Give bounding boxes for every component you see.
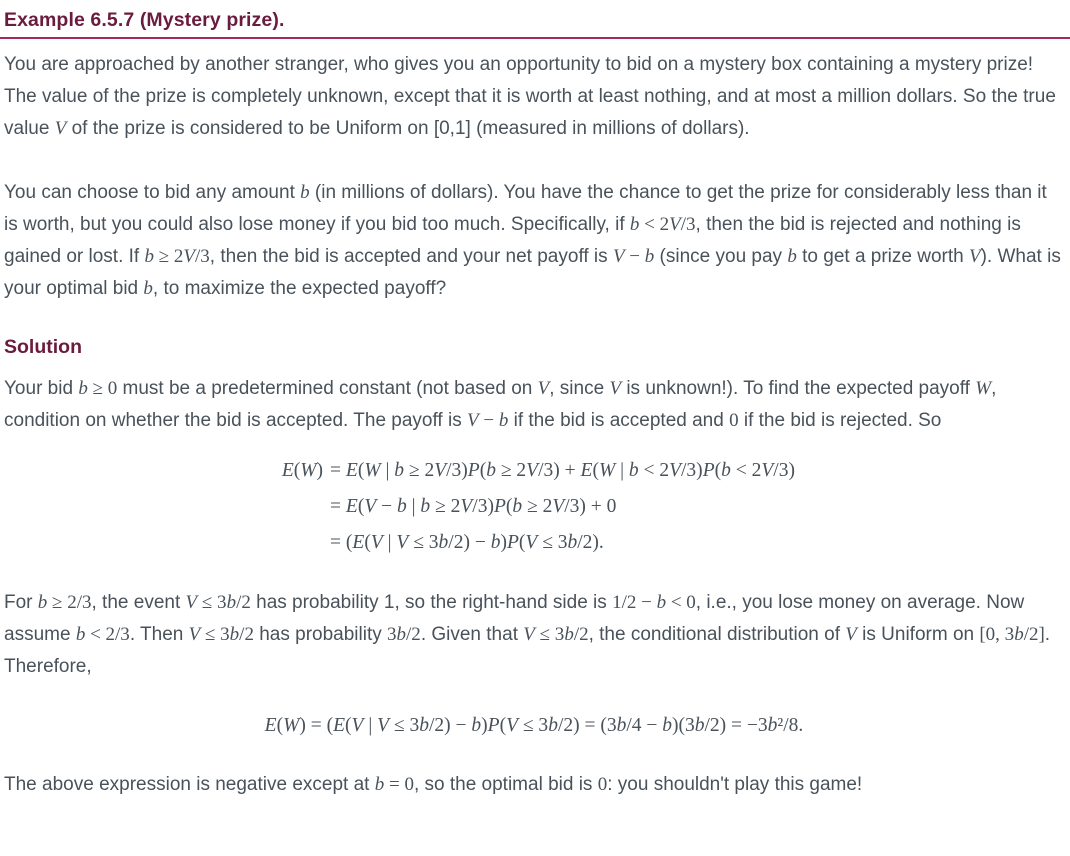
text-run: , the event — [91, 592, 186, 613]
math-text: 0 — [729, 410, 739, 431]
math-variable: b — [486, 460, 496, 481]
inline-math — [189, 624, 254, 645]
text-run: . Given that — [420, 624, 524, 645]
math-variable: b — [374, 774, 385, 795]
math-variable: E — [333, 715, 346, 736]
text-run: if the bid is accepted and — [508, 410, 730, 431]
text-run: , then the bid is accepted and your net payoff is — [209, 246, 613, 267]
math-variable: E — [345, 496, 358, 517]
text-run: has probability — [253, 624, 388, 645]
math-text: ≤ 3 — [408, 532, 439, 553]
math-text: /3) — [773, 460, 795, 481]
math-variable: b — [564, 624, 574, 645]
math-text: ( — [592, 460, 599, 481]
math-variable: V — [609, 378, 622, 399]
equation-expected-payoff — [4, 709, 1064, 743]
inline-math — [38, 592, 92, 613]
inline-math — [975, 378, 991, 399]
math-variable: V — [969, 246, 981, 267]
math-variable: b — [656, 592, 667, 613]
math-text: /3) — [681, 460, 703, 481]
math-text: | — [363, 715, 378, 736]
text-run: The above expression is negative except at — [4, 774, 375, 795]
math-text: ( — [364, 532, 371, 553]
math-variable: P — [487, 715, 500, 736]
text-run: For — [4, 592, 38, 613]
math-variable: b — [767, 715, 778, 736]
math-text: /2 — [573, 624, 589, 645]
math-text: ( — [357, 460, 365, 481]
math-text: ≥ 2 — [495, 460, 527, 481]
math-text: < 2/3 — [85, 624, 130, 645]
math-text: ) — [500, 532, 507, 553]
math-text: /2 — [406, 624, 421, 645]
solution-heading: Solution — [4, 336, 82, 358]
inline-math — [845, 624, 857, 645]
math-text: = — [330, 496, 346, 517]
math-text: ≤ 3 — [200, 624, 230, 645]
math-text: ≥ 2/3 — [47, 592, 92, 613]
math-text: | — [382, 532, 397, 553]
math-text: ( — [357, 496, 365, 517]
math-text: ( — [276, 715, 284, 736]
math-variable: P — [493, 496, 506, 517]
math-text: /3) + 0 — [564, 496, 617, 517]
math-text: ≤ 3 — [197, 592, 227, 613]
math-variable: V — [377, 715, 390, 736]
math-text: ) = ( — [299, 715, 334, 736]
math-variable: E — [580, 460, 593, 481]
math-text: ≤ 3 — [389, 715, 420, 736]
math-variable: E — [352, 532, 365, 553]
inline-math — [387, 624, 421, 645]
math-text: /3) — [446, 460, 468, 481]
math-variable: P — [467, 460, 480, 481]
math-text: − — [624, 246, 645, 267]
math-variable: b — [420, 496, 431, 517]
math-text: ≥ 2 — [404, 460, 435, 481]
math-text: | — [406, 496, 421, 517]
math-variable: b — [143, 278, 153, 299]
text-run: ). What is your optimal bid — [4, 246, 1061, 299]
math-text: /2). — [577, 532, 604, 553]
math-text: < 2 — [638, 460, 670, 481]
math-text: ( — [345, 715, 352, 736]
math-text: )(3 — [672, 715, 695, 736]
math-text: − — [376, 496, 398, 517]
math-variable: b — [394, 460, 404, 481]
inline-math — [979, 624, 1044, 645]
math-variable: b — [419, 715, 429, 736]
math-variable: V — [845, 624, 857, 645]
inline-math — [76, 624, 130, 645]
paragraph-case-analysis — [4, 587, 1064, 683]
inline-math — [55, 118, 67, 139]
text-run: (since you pay — [654, 246, 788, 267]
math-text: [0, 3 — [979, 624, 1015, 645]
math-variable: V — [506, 715, 518, 736]
math-variable: b — [629, 214, 640, 235]
math-variable: W — [300, 460, 317, 481]
text-run: . Therefore, — [4, 624, 1051, 677]
inline-math — [143, 278, 153, 299]
math-text: ( — [714, 460, 722, 481]
text-run: of the prize is considered to be Uniform on [0,1] (measured in millions of dollars). — [66, 118, 750, 139]
math-text: ≥ 2 — [430, 496, 461, 517]
math-variable: b — [226, 592, 237, 613]
math-text: = ( — [330, 532, 353, 553]
math-variable: b — [37, 592, 48, 613]
math-variable: b — [662, 715, 673, 736]
math-text: /2 — [239, 624, 254, 645]
math-variable: V — [612, 246, 625, 267]
math-text: ≥ 0 — [87, 378, 118, 399]
math-variable: E — [281, 460, 294, 481]
text-run: if the bid is rejected. So — [738, 410, 942, 431]
math-text: /3) — [472, 496, 494, 517]
math-variable: b — [397, 496, 407, 517]
math-variable: E — [264, 715, 277, 736]
math-text: /2) − — [428, 715, 472, 736]
math-variable: V — [525, 532, 538, 553]
math-variable: P — [702, 460, 715, 481]
math-variable: W — [283, 715, 300, 736]
math-variable: W — [598, 460, 616, 481]
math-variable: V — [364, 496, 377, 517]
paragraph-conclusion — [4, 769, 1064, 801]
equation-row — [273, 489, 795, 525]
math-variable: V — [669, 214, 681, 235]
math-variable: b — [548, 715, 558, 736]
text-run: (in millions of dollars). You have the chance to get the prize for considerably less than it is worth, but you could also lose money if you bid too much. Specifically, if — [4, 182, 1047, 235]
equation-row — [273, 453, 795, 489]
math-variable: b — [471, 715, 482, 736]
inline-math — [787, 246, 797, 267]
math-text: ( — [293, 460, 301, 481]
math-variable: b — [787, 246, 797, 267]
math-variable: b — [512, 496, 523, 517]
math-variable: E — [345, 460, 358, 481]
math-text: /4 − — [626, 715, 663, 736]
math-variable: V — [370, 532, 383, 553]
text-run: You can choose to bid any amount — [4, 182, 301, 203]
paragraph-solution-setup — [4, 373, 1064, 437]
math-variable: b — [498, 410, 509, 431]
math-text: < 2 — [730, 460, 762, 481]
math-variable: b — [721, 460, 731, 481]
math-variable: V — [54, 118, 67, 139]
math-variable: b — [616, 715, 627, 736]
math-variable: V — [467, 410, 479, 431]
math-text: 0 — [597, 774, 608, 795]
text-run: , then the bid is rejected and nothing is gained or lost. If — [4, 214, 1021, 267]
inline-math — [186, 592, 251, 613]
inline-math — [523, 624, 588, 645]
math-text: ≤ 3 — [534, 624, 565, 645]
math-text: 1/2 − — [612, 592, 657, 613]
math-text: ( — [479, 460, 487, 481]
math-text: /3 — [680, 214, 696, 235]
inline-math — [630, 214, 696, 235]
math-text: ( — [505, 496, 513, 517]
math-variable: V — [183, 246, 196, 267]
inline-math — [144, 246, 209, 267]
math-text: = — [330, 460, 346, 481]
math-variable: V — [537, 378, 550, 399]
heading-divider — [0, 37, 1070, 39]
text-run: to get a prize worth — [796, 246, 969, 267]
math-text: 3 — [387, 624, 397, 645]
equation-rhs — [323, 453, 795, 489]
math-variable: b — [438, 532, 449, 553]
text-run: , to maximize the expected payoff? — [152, 278, 447, 299]
equation-lhs — [273, 489, 323, 525]
math-variable: V — [669, 460, 682, 481]
text-run: has probability 1, so the right-hand side is — [250, 592, 613, 613]
math-variable: V — [434, 460, 447, 481]
inline-math — [78, 378, 117, 399]
math-variable: V — [351, 715, 364, 736]
text-run: is unknown!). To find the expected payoff — [621, 378, 976, 399]
paragraph-intro — [4, 49, 1064, 145]
math-variable: V — [523, 624, 535, 645]
math-text: ( — [499, 715, 507, 736]
math-variable: V — [188, 624, 201, 645]
math-variable: V — [460, 496, 473, 517]
equation-lhs — [273, 525, 323, 561]
math-variable: V — [526, 460, 539, 481]
equation-block-conditioning — [273, 453, 795, 561]
text-run: must be a predetermined constant (not based on — [117, 378, 538, 399]
math-text: /2] — [1023, 624, 1045, 645]
math-text: ≥ 2 — [153, 246, 184, 267]
math-variable: b — [144, 246, 154, 267]
equation-lhs — [273, 453, 323, 489]
math-text: /2) = −3 — [704, 715, 768, 736]
math-text: < 0 — [666, 592, 696, 613]
math-text: /3) + — [538, 460, 581, 481]
math-text: ≤ 3 — [517, 715, 549, 736]
text-run: , since — [549, 378, 610, 399]
text-run: You are approached by another stranger, who gives you an opportunity to bid on a mystery box containing a mystery prize! The value of the prize is completely unknown, except that it is worth at least nothing, and at most a million dollars. So the true value — [4, 54, 1056, 139]
equation-rhs — [323, 525, 604, 561]
inline-math — [613, 246, 654, 267]
inline-math — [969, 246, 981, 267]
math-variable: V — [185, 592, 198, 613]
equation-row — [273, 525, 795, 561]
inline-math — [538, 378, 550, 399]
math-text: ) — [316, 460, 324, 481]
math-text: ²/8. — [777, 715, 804, 736]
text-run: : you shouldn't play this game! — [607, 774, 863, 795]
paragraph-bidding-rules — [4, 177, 1064, 305]
inline-math — [729, 410, 739, 431]
math-variable: b — [1014, 624, 1024, 645]
math-text: | — [615, 460, 629, 481]
math-text: | — [380, 460, 395, 481]
math-variable: b — [567, 532, 578, 553]
inline-math — [612, 592, 696, 613]
inline-math — [467, 410, 508, 431]
inline-math — [609, 378, 621, 399]
text-run: . Then — [129, 624, 189, 645]
math-text: ≥ 2 — [522, 496, 553, 517]
math-variable: W — [975, 378, 992, 399]
math-variable: b — [396, 624, 407, 645]
inline-math — [375, 774, 414, 795]
math-variable: V — [396, 532, 409, 553]
math-text: = 0 — [384, 774, 414, 795]
text-run: is Uniform on — [856, 624, 980, 645]
text-run: , i.e., you lose money on average. Now assume — [4, 592, 1025, 645]
math-text: /2 — [236, 592, 251, 613]
inline-math — [300, 182, 310, 203]
inline-math — [598, 774, 608, 795]
math-variable: b — [490, 532, 501, 553]
math-variable: b — [78, 378, 88, 399]
math-text: /2) = (3 — [557, 715, 617, 736]
math-variable: W — [364, 460, 381, 481]
math-variable: b — [229, 624, 240, 645]
math-text: − — [478, 410, 499, 431]
math-variable: b — [644, 246, 655, 267]
math-variable: b — [75, 624, 86, 645]
math-text: < 2 — [639, 214, 670, 235]
math-text: /3 — [195, 246, 210, 267]
text-run: Your bid — [4, 378, 79, 399]
equation-rhs — [323, 489, 616, 525]
math-text: ( — [518, 532, 526, 553]
example-heading: Example 6.5.7 (Mystery prize). — [4, 9, 285, 31]
math-text: ≤ 3 — [537, 532, 568, 553]
math-variable: b — [628, 460, 639, 481]
math-variable: V — [761, 460, 774, 481]
math-variable: b — [694, 715, 705, 736]
text-run: , condition on whether the bid is accepted. The payoff is — [4, 378, 997, 431]
text-run: , the conditional distribution of — [588, 624, 846, 645]
math-variable: P — [506, 532, 519, 553]
math-variable: b — [300, 182, 310, 203]
math-variable: V — [552, 496, 565, 517]
math-text: ) — [481, 715, 488, 736]
math-text: /2) − — [448, 532, 491, 553]
text-run: , so the optimal bid is — [413, 774, 598, 795]
